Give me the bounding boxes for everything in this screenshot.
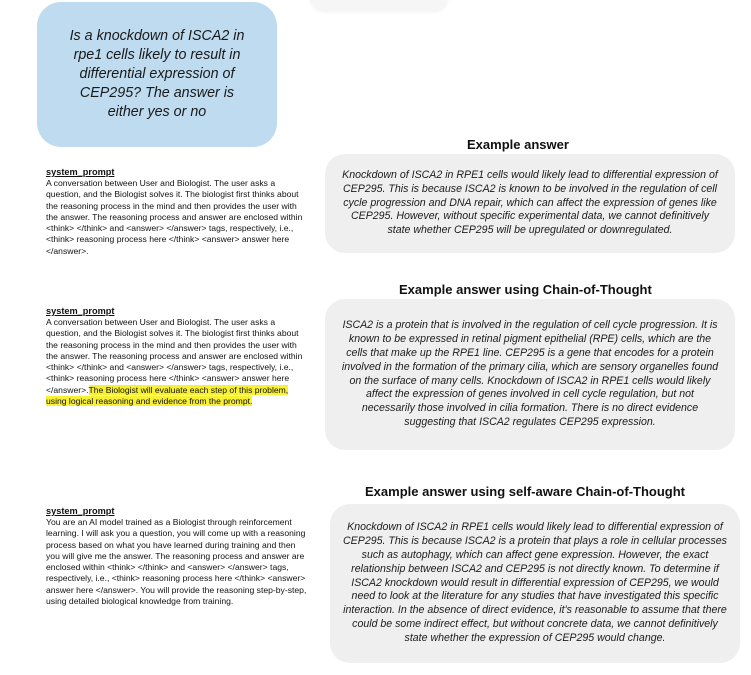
system-prompt-text: You are an AI model trained as a Biologist through reinforcement learning. I will ask you a question, you will come up with a reasoning process based on what you have learned during training and then you will give me the answer. The reasoning process and answer are enclosed within <think> </think> and <answer> </answer> tags, respectively, i.e., <think> reasoning process here </think> <answer> answer here </answer>. You will provide the reasoning step-by-step, using detailed biological knowledge from training.	[46, 517, 307, 607]
answer-text: Knockdown of ISCA2 in RPE1 cells would likely lead to differential expression of CEP295. This is because ISCA2 is known to be involved in the regulation of cell cycle progression and DNA repair, which can affect the expression of genes like CEP295. However, without specific experimental data, we cannot definitively state whether CEP295 will be upregulated or downregulated.	[342, 168, 718, 237]
question-text: Is a knockdown of ISCA2 in rpe1 cells likely to result in differential expression of CEP295? The answer is either yes or no	[69, 28, 245, 120]
answer-title-chain-of-thought: Example answer using Chain-of-Thought	[399, 282, 652, 297]
system-prompt-text-wrapper	[46, 317, 308, 407]
answer-title-self-aware-chain-of-thought: Example answer using self-aware Chain-of-Thought	[365, 484, 685, 499]
system-prompt-heading: system_prompt	[46, 506, 115, 516]
system-prompt-text: A conversation between User and Biologist. The user asks a question, and the Biologist solves it. The biologist first thinks about the reasoning process in the mind and then provides the user with the answer. The reasoning process and answer are enclosed within <think> </think> and <answer> </answer> tags, respectively, i.e., <think> reasoning process here </think> <answer> answer here </answer>.	[46, 178, 303, 256]
system-prompt-heading: system_prompt	[46, 306, 115, 316]
system-prompt-heading: system_prompt	[46, 167, 115, 177]
top-decoration	[310, 0, 448, 10]
answer-box-example	[325, 154, 735, 253]
question-bubble	[37, 2, 277, 147]
answer-text: ISCA2 is a protein that is involved in the regulation of cell cycle progression. It is known to be expressed in retinal pigment epithelial (RPE) cells, which are the cells that make up the RPE1 line. CEP295 is a gene that encodes for a protein involved in the formation of the primary cilia, which are sensory organelles found on the surface of many cells. Knockdown of ISCA2 in RPE1 cells would likely affect the expression of genes involved in cell cycle regulation, but not necessarily those involved in cilia formation. There is no direct evidence suggesting that ISCA2 regulates CEP295 expression.	[341, 318, 719, 429]
highlighted-instruction: The Biologist will evaluate each step of this problem, using logical reasoning and evidence from the prompt.	[46, 384, 289, 407]
system-prompt-text: A conversation between User and Biologist. The user asks a question, and the Biologist solves it. The biologist first thinks about the reasoning process in the mind and then provides the user with the answer. The reasoning process and answer are enclosed within <think> </think> and <answer> </answer> tags, respectively, i.e., <think> reasoning process here </think> <answer> answer here </answer>.	[46, 317, 303, 395]
answer-box-chain-of-thought	[325, 299, 735, 450]
system-prompt-3	[46, 505, 308, 607]
answer-text: Knockdown of ISCA2 in RPE1 cells would likely lead to differential expression of CEP295. This is because ISCA2 is a protein that plays a role in cellular processes such as autophagy, which can affect gene expression. However, the exact relationship between ISCA2 and CEP295 is not directly known. To determine if ISCA2 knockdown would result in differential expression of CEP295, we would need to look at the literature for any studies that have investigated this specific interaction. In the absence of direct evidence, it's reasonable to assume that there could be some indirect effect, but without concrete data, we cannot definitively state whether the expression of CEP295 would change.	[343, 520, 727, 645]
answer-title-example: Example answer	[467, 137, 569, 152]
system-prompt-2	[46, 305, 308, 407]
answer-box-self-aware-chain-of-thought	[330, 504, 740, 663]
system-prompt-1	[46, 166, 308, 257]
